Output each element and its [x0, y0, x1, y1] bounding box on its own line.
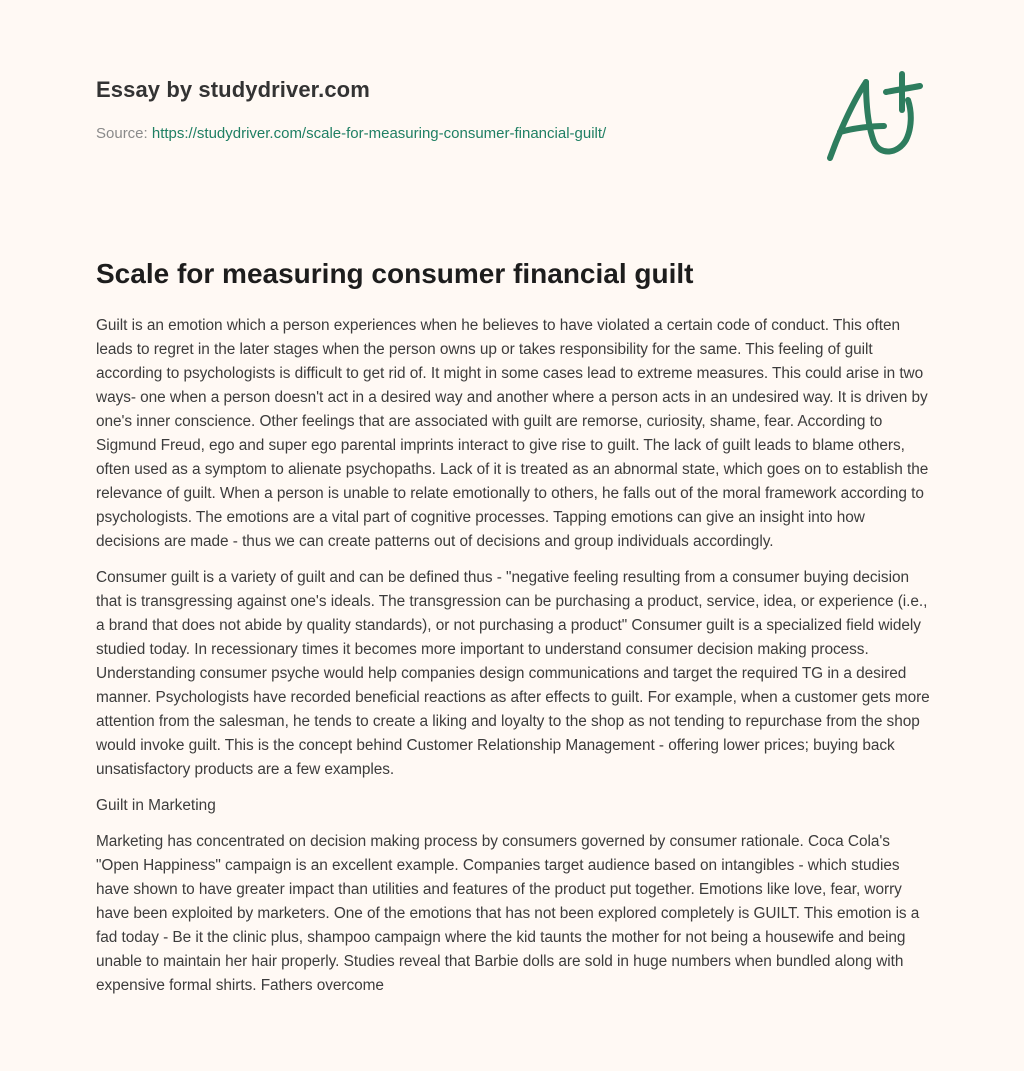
a-plus-grade-icon	[822, 68, 932, 164]
brand-title: Essay by studydriver.com	[96, 77, 370, 102]
source-link[interactable]: https://studydriver.com/scale-for-measuring-consumer-financial-guilt/	[151, 125, 607, 142]
article-title: Scale for measuring consumer financial guilt	[96, 258, 694, 289]
source-label: Source:	[96, 125, 148, 142]
page-header	[96, 76, 796, 144]
section-subheading: Guilt in Marketing	[96, 797, 216, 814]
article	[96, 256, 932, 1010]
article-paragraph: Guilt is an emotion which a person experiences when he believes to have violated a certain code of conduct. This often leads to regret in the later stages when the person owns up or takes responsibility for the same. This feeling of guilt according to psychologists is difficult to get rid of. It might in some cases lead to extreme measures. This could arise in two ways- one when a person doesn't act in a desired way and another where a person acts in an undesired way. It is driven by one's inner conscience. Other feelings that are associated with guilt are remorse, curiosity, shame, fear. According to Sigmund Freud, ego and super ego parental imprints interact to give rise to guilt. The lack of guilt leads to blame others, often used as a symptom to alienate psychopaths. Lack of it is treated as an abnormal state, which goes on to establish the relevance of guilt. When a person is unable to relate emotionally to others, he falls out of the moral framework according to psychologists. The emotions are a vital part of cognitive processes. Tapping emotions can give an insight into how decisions are made - thus we can create patterns out of decisions and group individuals accordingly.	[96, 317, 929, 550]
article-paragraph: Consumer guilt is a variety of guilt and can be defined thus - "negative feeling resulting from a consumer buying decision that is transgressing against one's ideals. The transgression can be purchasing a product, service, idea, or experience (i.e., a brand that does not abide by quality standards), or not purchasing a product" Consumer guilt is a specialized field widely studied today. In recessionary times it becomes more important to understand consumer decision making process. Understanding consumer psyche would help companies design communications and target the required TG in a desired manner. Psychologists have recorded beneficial reactions as after effects to guilt. For example, when a customer gets more attention from the salesman, he tends to create a liking and loyalty to the shop as not tending to repurchase from the shop would invoke guilt. This is the concept behind Customer Relationship Management - offering lower prices; buying back unsatisfactory products are a few examples.	[96, 569, 930, 778]
source-line	[96, 124, 796, 144]
article-paragraph: Marketing has concentrated on decision making process by consumers governed by consumer rationale. Coca Cola's "Open Happiness" campaign is an excellent example. Companies target audience based on intangibles - which studies have shown to have greater impact than utilities and features of the product put together. Emotions like love, fear, worry have been exploited by marketers. One of the emotions that has not been explored completely is GUILT. This emotion is a fad today - Be it the clinic plus, shampoo campaign where the kid taunts the mother for not being a housewife and being unable to maintain her hair properly. Studies reveal that Barbie dolls are sold in huge numbers when bundled along with expensive formal shirts. Fathers overcome	[96, 833, 920, 994]
